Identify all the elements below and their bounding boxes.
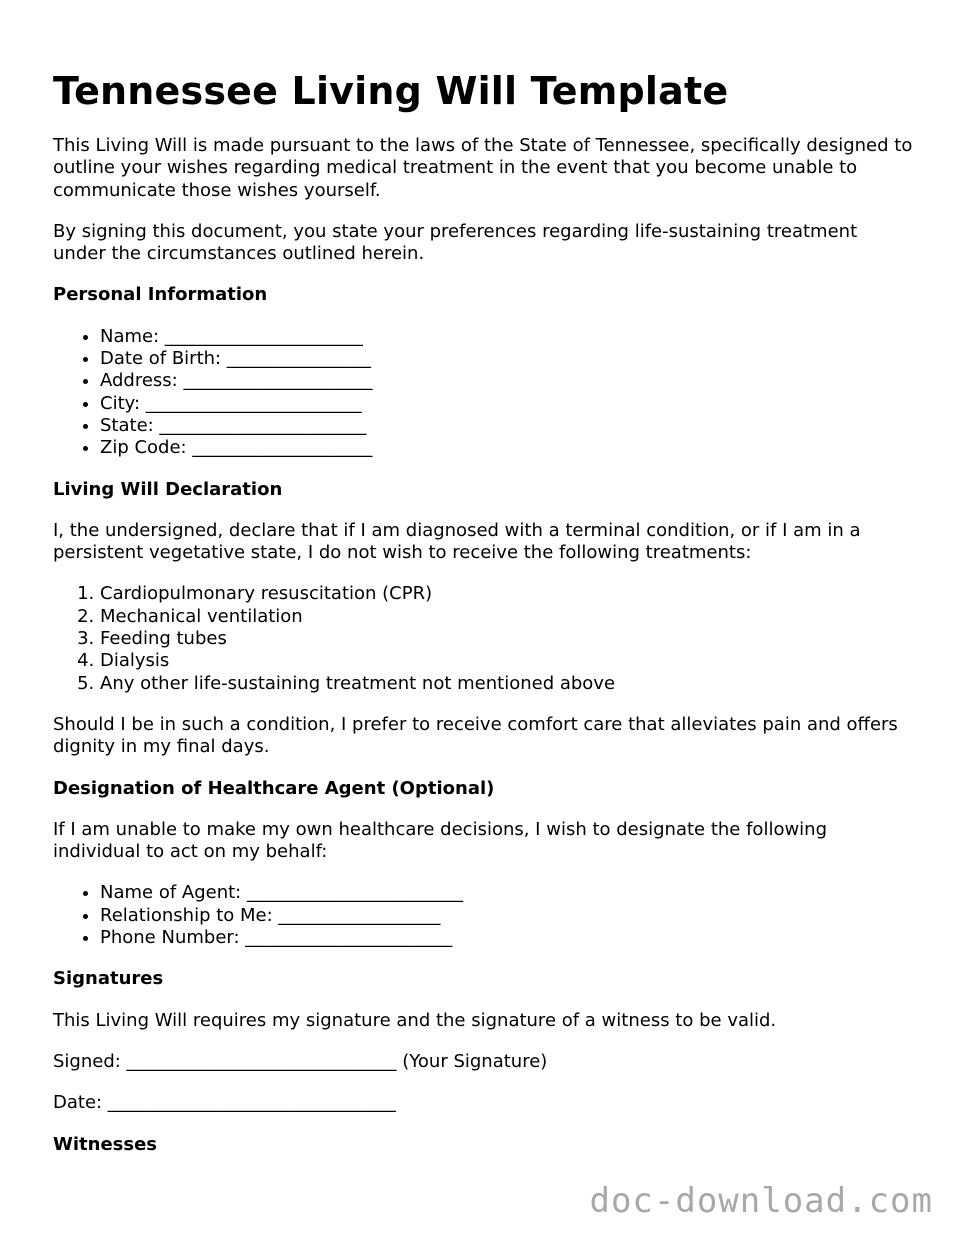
signatures-text: This Living Will requires my signature and the signature of a witness to be valid. (53, 1009, 777, 1031)
date-of-birth-field: • Date of Birth: ________________ (100, 348, 913, 370)
signed-line: Signed: ______________________________ (Your Signature) (53, 1050, 548, 1072)
date-line: Date: ________________________________ (53, 1092, 396, 1114)
signatures-heading: Signatures (53, 968, 164, 990)
personal-info-heading: Personal Information (53, 284, 268, 306)
witnesses-heading: Witnesses (53, 1133, 158, 1155)
treatments-list (53, 583, 913, 694)
agent-list (53, 882, 913, 949)
intro-paragraph-1: This Living Will is made pursuant to the laws of the State of Tennessee, specifically designed to outline your wishes regarding medical treatment in the event that you become unable to communicate those wishes yourself. (53, 135, 913, 201)
document-title: Tennessee Living Will Template (53, 69, 729, 113)
agent-name-field: • Name of Agent: ________________________ (100, 882, 913, 904)
zip-code-field: • Zip Code: ____________________ (100, 437, 913, 459)
agent-relationship-field: • Relationship to Me: __________________ (100, 905, 913, 927)
state-field: • State: _______________________ (100, 415, 913, 437)
watermark: doc-download.com (589, 1181, 933, 1221)
personal-info-list (53, 326, 913, 460)
agent-text: If I am unable to make my own healthcare decisions, I wish to designate the following individual to act on my behalf: (53, 818, 828, 863)
declaration-heading: Living Will Declaration (53, 478, 283, 500)
agent-phone-field: • Phone Number: _______________________ (100, 927, 913, 949)
comfort-care-text: Should I be in such a condition, I prefer to receive comfort care that alleviates pain and offers dignity in my final days. (53, 713, 898, 758)
declaration-text: I, the undersigned, declare that if I am diagnosed with a terminal condition, or if I am in a persistent vegetative state, I do not wish to receive the following treatments: (53, 519, 861, 564)
treatment-item: 5. Any other life-sustaining treatment not mentioned above (100, 673, 913, 695)
name-field: • Name: ______________________ (100, 326, 913, 348)
city-field: • City: ________________________ (100, 393, 913, 415)
agent-heading: Designation of Healthcare Agent (Optional) (53, 777, 495, 799)
treatment-item: 4. Dialysis (100, 650, 913, 672)
address-field: • Address: _____________________ (100, 370, 913, 392)
treatment-item: 1. Cardiopulmonary resuscitation (CPR) (100, 583, 913, 605)
treatment-item: 2. Mechanical ventilation (100, 606, 913, 628)
treatment-item: 3. Feeding tubes (100, 628, 913, 650)
intro-paragraph-2: By signing this document, you state your preferences regarding life-sustaining treatment under the circumstances outlined herein. (53, 220, 858, 265)
document-page (53, 68, 913, 1175)
